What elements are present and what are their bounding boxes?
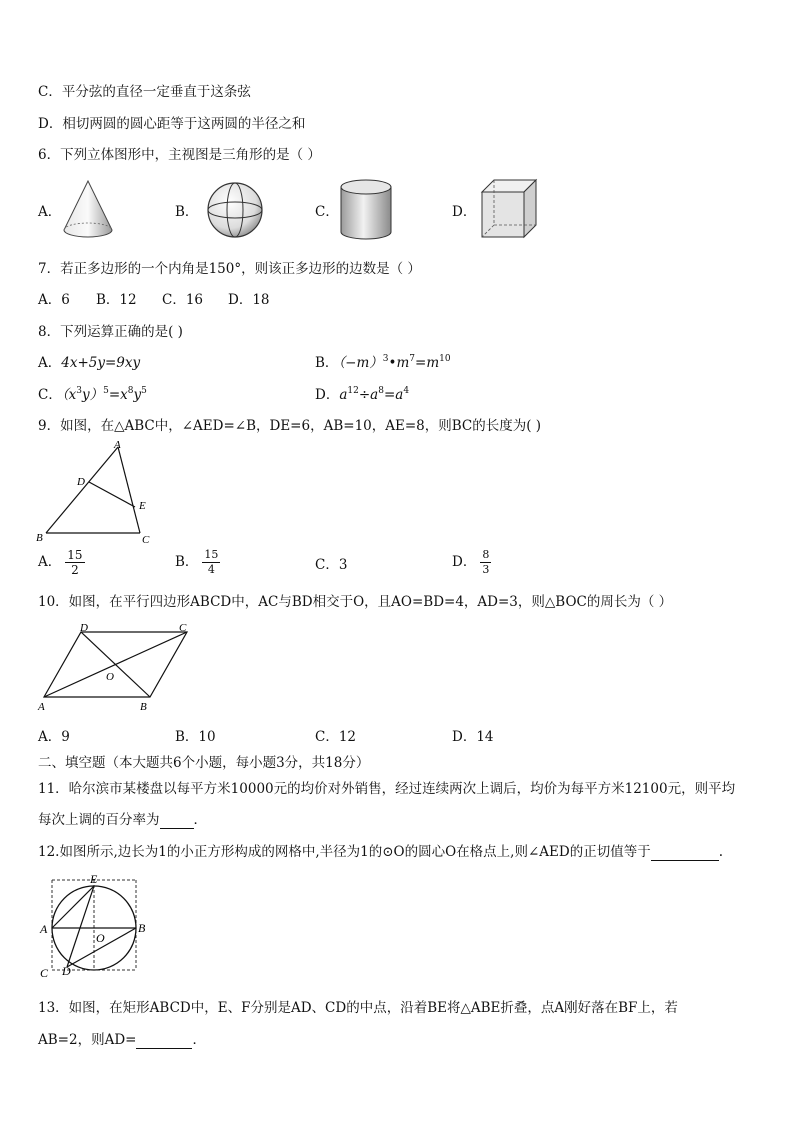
- q10-option-d: D．14: [452, 729, 494, 745]
- q10-option-b: B．10: [175, 729, 216, 745]
- q6-option-c: C．: [315, 204, 339, 220]
- q9-label-d: D: [77, 476, 85, 488]
- section-heading-fill-in: 二、填空题（本大题共6个小题，每小题3分，共18分）: [38, 755, 370, 771]
- q7-option-d: D．18: [228, 292, 270, 308]
- cylinder-icon: [338, 178, 394, 242]
- q11-line1: 11．哈尔滨市某楼盘以每平方米10000元的均价对外销售，经过连续两次上调后，均价为每平方米12100元，则平均: [38, 781, 736, 797]
- q6-option-b: B．: [175, 204, 199, 220]
- q13-line2: AB=2，则AD= ．: [38, 1032, 206, 1048]
- q7-option-b: B．12: [96, 292, 137, 308]
- sphere-icon: [204, 180, 266, 240]
- q10-label-c: C: [179, 622, 187, 634]
- q11-answer-blank[interactable]: [160, 814, 194, 829]
- q12-stem: 12.如图所示,边长为1的小正方形构成的网格中,半径为1的⊙O的圆心O在格点上,则∠AED的正切值等于 .: [38, 844, 724, 860]
- q9-option-a: A． $\frac{15}{2}$: [38, 548, 83, 577]
- q12-label-c: C: [40, 966, 49, 980]
- q9-option-b: B． $\frac{15}{4}$: [175, 548, 219, 576]
- q13-line1: 13．如图，在矩形ABCD中，E、F分别是AD、CD的中点，沿着BE将△ABE折叠，点A刚好落在BF上，若: [38, 1000, 678, 1016]
- q12-circle-grid-figure: [36, 870, 156, 980]
- q12-label-a: A: [40, 922, 48, 936]
- q9-triangle-figure: [34, 437, 164, 549]
- q8-option-d: D．$a^{12}\div a^8=a^4$: [315, 386, 410, 403]
- q12-label-e: E: [90, 872, 98, 886]
- q10-stem: 10．如图，在平行四边形ABCD中，AC与BD相交于O，且AO=BD=4，AD=3，则△BOC的周长为（ ）: [38, 594, 673, 610]
- q11-line2: 每次上调的百分率为 ．: [38, 812, 207, 828]
- q12-answer-blank[interactable]: [651, 846, 719, 861]
- q6-stem: 6．下列立体图形中，主视图是三角形的是（ ）: [38, 147, 321, 163]
- q9-label-c: C: [142, 534, 150, 546]
- q5-option-c: C．平分弦的直径一定垂直于这条弦: [38, 84, 251, 100]
- q9-label-b: B: [36, 532, 43, 544]
- q6-option-a: A．: [38, 204, 62, 220]
- cone-icon: [60, 178, 116, 240]
- q9-option-c: C．3: [315, 557, 348, 573]
- q12-label-o: O: [96, 931, 105, 945]
- q9-label-e: E: [139, 500, 146, 512]
- q8-option-c: C．$(x^3y)^5=x^8y^5$: [38, 386, 147, 403]
- q10-label-a: A: [38, 701, 45, 713]
- q6-option-d: D．: [452, 204, 477, 220]
- q9-stem: 9．如图，在△ABC中，∠AED=∠B，DE=6，AB=10，AE=8，则BC的长度为( ): [38, 418, 542, 434]
- q13-answer-blank[interactable]: [136, 1034, 192, 1049]
- q8-a-expr: 4x+5y=9xy: [61, 355, 141, 371]
- q10-option-c: C．12: [315, 729, 357, 745]
- q8-option-a: A．4x+5y=9xy: [38, 355, 141, 371]
- q10-label-o: O: [106, 671, 114, 683]
- q7-option-c: C．16: [162, 292, 204, 308]
- q7-option-a: A．6: [38, 292, 70, 308]
- q10-parallelogram-figure: [36, 618, 196, 714]
- q10-option-a: A．9: [38, 729, 70, 745]
- q8-option-b: B．$(-m)^3•m^7=m^{10}$: [315, 354, 451, 371]
- q9-option-d: D． $\frac{8}{3}$: [452, 548, 490, 576]
- q12-label-d: D: [62, 964, 71, 978]
- q7-stem: 7．若正多边形的一个内角是150°，则该正多边形的边数是（ ）: [38, 261, 421, 277]
- q9-label-a: A: [114, 439, 121, 451]
- q12-label-b: B: [138, 921, 146, 935]
- q10-label-d: D: [80, 622, 88, 634]
- cube-icon: [478, 178, 540, 240]
- q10-label-b: B: [140, 701, 147, 713]
- q5-option-d: D．相切两圆的圆心距等于这两圆的半径之和: [38, 116, 306, 132]
- q8-stem: 8．下列运算正确的是( ): [38, 324, 183, 340]
